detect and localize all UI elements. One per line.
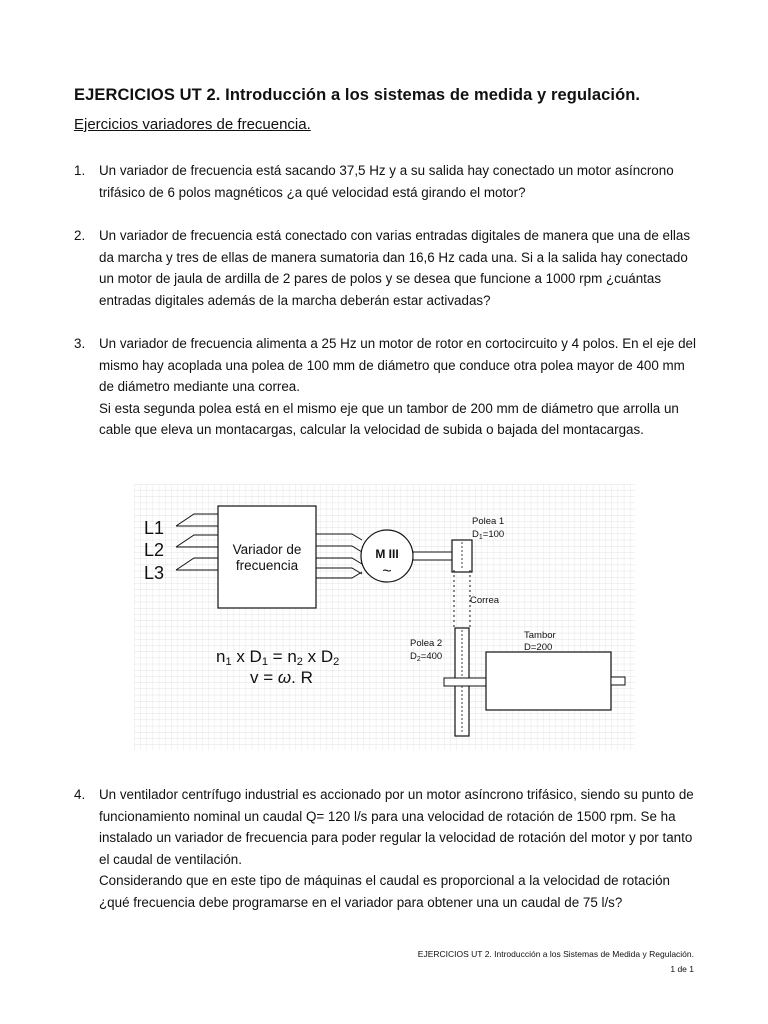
footer-title: EJERCICIOS UT 2. Introducción a los Sistemas de Medida y Regulación. xyxy=(417,949,694,959)
exercise-text: Un ventilador centrífugo industrial es accionado por un motor asíncrono trifásico, siendo su punto de funcionamiento nominal un caudal Q= 120 l/s para una velocidad de rotación de 1500 rpm. Se ha instalado un variador de frecuencia para poder regular la velocidad de rotación del motor y por tanto el caudal de ventilación. xyxy=(99,787,694,867)
exercise-number: 2. xyxy=(74,228,86,243)
footer-page-number: 1 de 1 xyxy=(670,964,694,974)
drive-pulley-diagram xyxy=(134,484,635,750)
phase-label-l2: L2 xyxy=(144,540,165,560)
drum xyxy=(486,652,611,710)
page-title: EJERCICIOS UT 2. Introducción a los sistemas de medida y regulación. xyxy=(74,86,641,104)
exercise-number: 3. xyxy=(74,336,86,351)
exercise-text: Un variador de frecuencia está sacando 37,5 Hz y a su salida hay conectado un motor asíncrono trifásico de 6 polos magnéticos ¿a qué velocidad está girando el motor? xyxy=(99,163,674,200)
exercise-number: 1. xyxy=(74,163,86,178)
formula-pulley-ratio: n1 x D1 = n2 x D2 xyxy=(216,647,340,668)
formula-linear-speed: v = ω. R xyxy=(250,668,313,687)
pulley-1-diameter: $D_1=100$ xyxy=(472,529,505,541)
drive-label-line1: Variador de xyxy=(232,542,302,557)
exercise-number: 4. xyxy=(74,787,86,802)
motor-label: M III xyxy=(375,547,399,561)
belt-label: Correa xyxy=(470,595,500,606)
drum-diameter: D=200 xyxy=(524,642,553,653)
drive-label-line2: frecuencia xyxy=(235,558,299,573)
phase-label-l3: L3 xyxy=(144,563,165,583)
phase-label-l1: L1 xyxy=(144,518,165,538)
drum-name: Tambor xyxy=(524,630,556,641)
pulley-1-name: Polea 1 xyxy=(472,516,505,527)
exercise-text: Un variador de frecuencia alimenta a 25 Hz un motor de rotor en cortocircuito y 4 polos. En el eje del mismo hay acoplada una polea de 100 mm de diámetro que conduce otra polea mayor de 400 mm de diámetro mediante una correa. xyxy=(99,336,696,395)
drum-shaft-right xyxy=(611,677,625,685)
pulley-2-diameter: $D_2=400$ xyxy=(410,651,443,663)
exercise-text: Si esta segunda polea está en el mismo eje que un tambor de 200 mm de diámetro que arrolla un cable que eleva un montacargas, calcular la velocidad de subida o bajada del montacargas. xyxy=(99,400,679,438)
exercise-text: Considerando que en este tipo de máquinas el caudal es proporcional a la velocidad de rotación ¿qué frecuencia debe programarse en el variador para obtener una un caudal de 75 l/s? xyxy=(99,873,670,910)
pulley-2-name: Polea 2 xyxy=(410,638,443,649)
frequency-drive-box xyxy=(218,506,316,608)
motor-ac-symbol: ~ xyxy=(382,563,392,580)
drum-shaft-left xyxy=(444,678,486,686)
exercise-text: Un variador de frecuencia está conectado con varias entradas digitales de manera que una de ellas da marcha y tres de ellas de manera sumatoria dan 16,6 Hz cada una. Si a la salida hay conectado un motor de jaula de ardilla de 2 pares de polos y se desea que funcione a 1000 rpm ¿cuántas entradas digitales además de la marcha deberán estar activadas? xyxy=(99,228,691,308)
section-subtitle: Ejercicios variadores de frecuencia. xyxy=(74,116,311,133)
